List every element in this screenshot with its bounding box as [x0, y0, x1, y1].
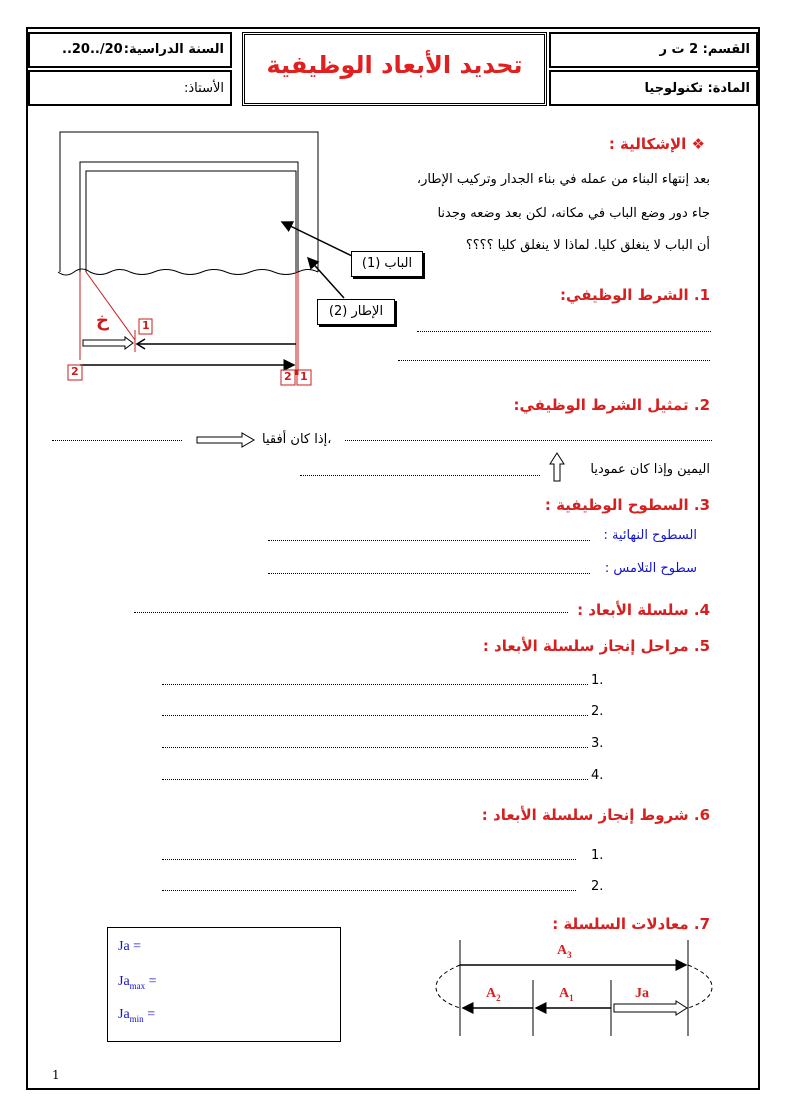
step-4-number: .4: [591, 768, 604, 783]
section-3-title: السطوح الوظيفية :: [544, 496, 689, 514]
gap-symbol: خ: [96, 310, 109, 331]
teacher-label: الأستاذ:: [184, 81, 224, 96]
contact-surfaces-label: سطوح التلامس :: [604, 561, 697, 576]
year-label: السنة الدراسية:: [123, 42, 224, 57]
final-surfaces-label: السطوح النهائية :: [603, 528, 697, 543]
door-label: الباب (1): [351, 251, 423, 277]
frame-label: الإطار (2): [317, 299, 395, 325]
a2-label: $A_2$: [486, 986, 501, 1003]
tag-2-b: 2: [284, 370, 292, 383]
condition-2-number: .2: [591, 879, 604, 894]
section-7-number: 7.: [693, 915, 710, 933]
tag-2-a: 2: [71, 365, 79, 378]
section-2-title: تمثيل الشرط الوظيفي:: [513, 396, 689, 414]
section-1-number: 1.: [693, 286, 710, 304]
section-5-title: مراحل إنجاز سلسلة الأبعاد :: [482, 637, 689, 655]
subject-label: المادة: تكنولوجيا: [644, 81, 750, 96]
year-value: ..20../20: [62, 42, 123, 57]
chain-dashed-loops: [436, 965, 712, 1008]
ja-min-equation: $Ja_{min}$ =: [118, 1007, 156, 1024]
horizontal-case-text: ،إذا كان أفقيا: [262, 432, 332, 447]
section-7-title: معادلات السلسلة :: [552, 915, 689, 933]
problem-line-1: بعد إنتهاء البناء من عمله في بناء الجدار وتركيب الإطار،: [416, 172, 710, 187]
ja-max-equation: $Ja_{max}$ =: [118, 974, 157, 991]
problem-line-3: أن الباب لا ينغلق كليا. لماذا لا ينغلق كليا ؟؟؟؟: [465, 238, 710, 253]
section-3-number: 3.: [693, 496, 710, 514]
section-2-number: 2.: [693, 396, 710, 414]
ja-equation: Ja =: [118, 939, 142, 954]
condition-1-number: .1: [591, 848, 604, 863]
section-6-title: شروط إنجاز سلسلة الأبعاد :: [481, 806, 689, 824]
step-3-number: .3: [591, 736, 604, 751]
section-5-number: 5.: [693, 637, 710, 655]
section-4-title: سلسلة الأبعاد :: [577, 601, 689, 619]
page-number: 1: [52, 1068, 60, 1082]
tag-1-b: 1: [300, 370, 308, 383]
section-4-number: 4.: [693, 601, 710, 619]
step-1-number: .1: [591, 673, 604, 688]
problem-heading: ❖ الإشكالية :: [608, 135, 705, 153]
tag-1-a: 1: [142, 319, 150, 332]
section-1-title: الشرط الوظيفي:: [560, 286, 689, 304]
page-title: تحديد الأبعاد الوظيفية: [242, 32, 547, 106]
problem-line-2: جاء دور وضع الباب في مكانه، لكن بعد وضعه وجدنا: [437, 206, 710, 221]
section-6-number: 6.: [693, 806, 710, 824]
a3-label: $A_3$: [557, 943, 572, 960]
vertical-case-text: اليمين وإذا كان عموديا: [590, 462, 710, 477]
ja-label: Ja: [635, 986, 649, 1001]
section-label: القسم: 2 ت ر: [659, 42, 750, 57]
step-2-number: .2: [591, 704, 604, 719]
a1-label: $A_1$: [559, 986, 574, 1003]
